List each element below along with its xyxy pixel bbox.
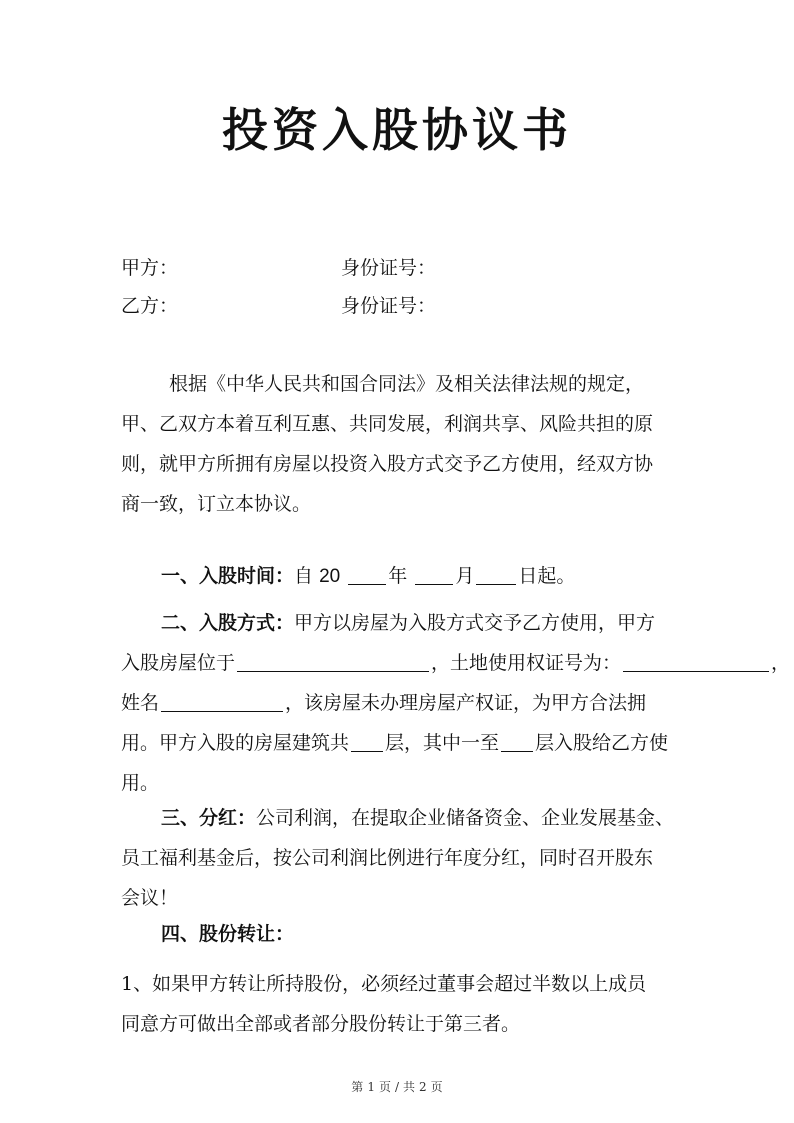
name-blank[interactable] bbox=[161, 691, 283, 712]
footer-page-word-2: 页 bbox=[430, 1080, 443, 1094]
year-blank[interactable] bbox=[348, 564, 386, 585]
section3-line3: 会议！ bbox=[121, 887, 179, 909]
house-location-blank[interactable] bbox=[237, 651, 429, 672]
day-blank[interactable] bbox=[476, 564, 516, 585]
invested-floors-blank[interactable] bbox=[501, 731, 533, 752]
footer-page-word: 页 bbox=[378, 1080, 391, 1094]
section4-heading: 四、股份转让： bbox=[161, 923, 295, 945]
preamble-line: 根据《中华人民共和国合同法》及相关法律法规的规定， bbox=[169, 373, 645, 395]
year-label: 年 bbox=[388, 565, 408, 587]
section2-line4-end: 层入股给乙方使 bbox=[535, 732, 669, 754]
section2-floors-label: 用。甲方入股的房屋建筑共 bbox=[121, 732, 350, 754]
preamble-line: 商一致，订立本协议。 bbox=[121, 493, 312, 515]
section2-heading: 二、入股方式： bbox=[161, 612, 295, 634]
section-investment-method bbox=[121, 603, 794, 803]
footer-total-prefix: 共 bbox=[403, 1080, 416, 1094]
section2-line1: 甲方以房屋为入股方式交予乙方使用，甲方 bbox=[294, 612, 656, 634]
section-investment-time bbox=[121, 556, 681, 597]
section3-line1: 公司利润，在提取企业储备资金、企业发展基金、 bbox=[256, 807, 675, 829]
preamble-line: 则，就甲方所拥有房屋以投资入股方式交予乙方使用，经双方协 bbox=[121, 453, 654, 475]
year-prefix: 20 bbox=[319, 566, 341, 587]
month-label: 月 bbox=[455, 565, 475, 587]
preamble-paragraph bbox=[121, 364, 681, 524]
section-share-transfer bbox=[121, 914, 794, 954]
section2-location-label: 入股房屋位于 bbox=[121, 652, 236, 674]
party-b-label: 乙方： bbox=[121, 295, 179, 317]
section1-from-text: 自 bbox=[294, 565, 314, 587]
item1-line2: 同意方可做出全部或者部分股份转让于第三者。 bbox=[121, 1013, 521, 1035]
total-pages-number: 2 bbox=[419, 1080, 427, 1094]
section2-line3-text: ，该房屋未办理房屋产权证，为甲方合法拥 bbox=[285, 692, 647, 714]
total-floors-blank[interactable] bbox=[351, 731, 383, 752]
party-a-id-label: 身份证号： bbox=[341, 257, 437, 279]
item1-line1: 1、如果甲方转让所持股份，必须经过董事会超过半数以上成员 bbox=[121, 973, 647, 995]
share-transfer-item-1 bbox=[121, 964, 794, 1044]
party-b-id-label: 身份证号： bbox=[341, 295, 437, 317]
preamble-line: 甲、乙双方本着互利互惠、共同发展，利润共享、风险共担的原 bbox=[121, 413, 654, 435]
page-footer bbox=[0, 1078, 794, 1095]
land-cert-number-blank[interactable] bbox=[623, 651, 769, 672]
footer-prefix: 第 bbox=[351, 1080, 364, 1094]
section2-comma: ， bbox=[771, 652, 791, 674]
current-page-number: 1 bbox=[367, 1080, 375, 1094]
month-blank[interactable] bbox=[415, 564, 453, 585]
section2-line5: 用。 bbox=[121, 772, 160, 794]
footer-separator: / bbox=[394, 1080, 400, 1094]
section2-floor-range-label: 层，其中一至 bbox=[385, 732, 500, 754]
section1-heading: 一、入股时间： bbox=[161, 565, 295, 587]
party-a-label: 甲方： bbox=[121, 257, 179, 279]
section3-line2: 员工福利基金后，按公司利润比例进行年度分红，同时召开股东 bbox=[121, 847, 654, 869]
section2-name-label: 姓名 bbox=[121, 692, 160, 714]
section3-heading: 三、分红： bbox=[161, 807, 257, 829]
section2-land-cert-label: ，土地使用权证号为： bbox=[431, 652, 622, 674]
section-dividends bbox=[121, 798, 794, 918]
document-title: 投资入股协议书 bbox=[222, 103, 572, 157]
day-label: 日起。 bbox=[518, 565, 576, 587]
